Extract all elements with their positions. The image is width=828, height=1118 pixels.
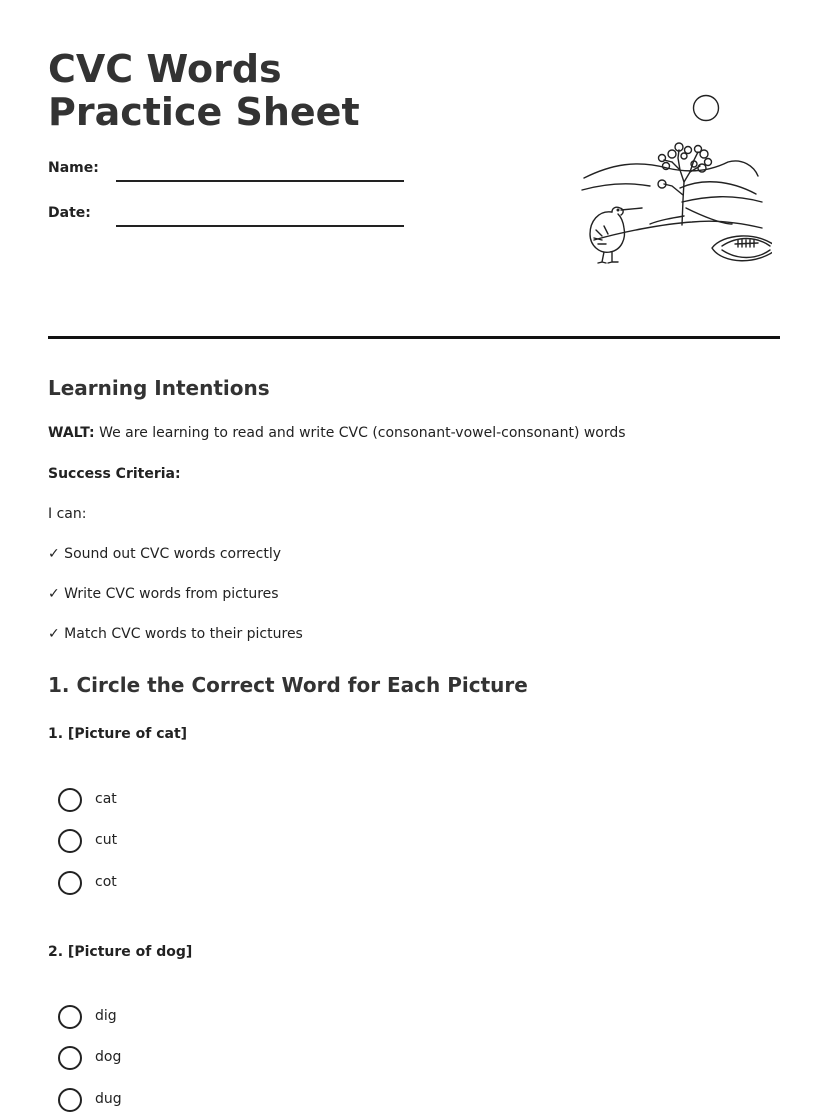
section-1-heading: 1. Circle the Correct Word for Each Picture — [48, 673, 528, 697]
section-divider — [48, 336, 780, 339]
name-write-line[interactable] — [116, 180, 404, 182]
walt-text: We are learning to read and write CVC (consonant-vowel-consonant) words — [94, 425, 626, 441]
date-field[interactable] — [48, 205, 408, 235]
success-criteria-heading: Success Criteria: — [48, 466, 181, 482]
name-field[interactable] — [48, 160, 408, 190]
hills-drawing — [582, 161, 762, 240]
option-label: cat — [95, 791, 117, 807]
radio-circle-icon[interactable] — [58, 829, 82, 853]
option-label: dog — [95, 1049, 122, 1065]
radio-circle-icon[interactable] — [58, 1005, 82, 1029]
walt-label: WALT: — [48, 425, 95, 441]
date-write-line[interactable] — [116, 225, 404, 227]
date-label: Date: — [48, 205, 91, 221]
sun-icon — [694, 96, 719, 121]
option-label: cut — [95, 832, 118, 848]
radio-circle-icon[interactable] — [58, 1046, 82, 1070]
option-label: cot — [95, 874, 117, 890]
worksheet-page — [48, 0, 780, 1118]
criteria-item: ✓ Match CVC words to their pictures — [48, 626, 303, 642]
i-can-text: I can: — [48, 506, 87, 522]
landscape-illustration — [532, 90, 772, 280]
radio-circle-icon[interactable] — [58, 788, 82, 812]
tree-drawing — [658, 143, 712, 225]
page-title: CVC Words Practice Sheet — [48, 47, 360, 134]
name-label: Name: — [48, 160, 99, 176]
question-2-label: 2. [Picture of dog] — [48, 944, 193, 960]
rugby-ball-drawing — [712, 236, 772, 261]
criteria-item: ✓ Sound out CVC words correctly — [48, 546, 282, 562]
learning-intentions-heading: Learning Intentions — [48, 376, 270, 400]
radio-circle-icon[interactable] — [58, 871, 82, 895]
question-1-label: 1. [Picture of cat] — [48, 726, 188, 742]
walt-statement — [48, 425, 626, 441]
criteria-item: ✓ Write CVC words from pictures — [48, 586, 279, 602]
option-label: dig — [95, 1008, 117, 1024]
radio-circle-icon[interactable] — [58, 1088, 82, 1112]
kiwi-bird-drawing — [590, 207, 642, 263]
option-label: dug — [95, 1091, 122, 1107]
